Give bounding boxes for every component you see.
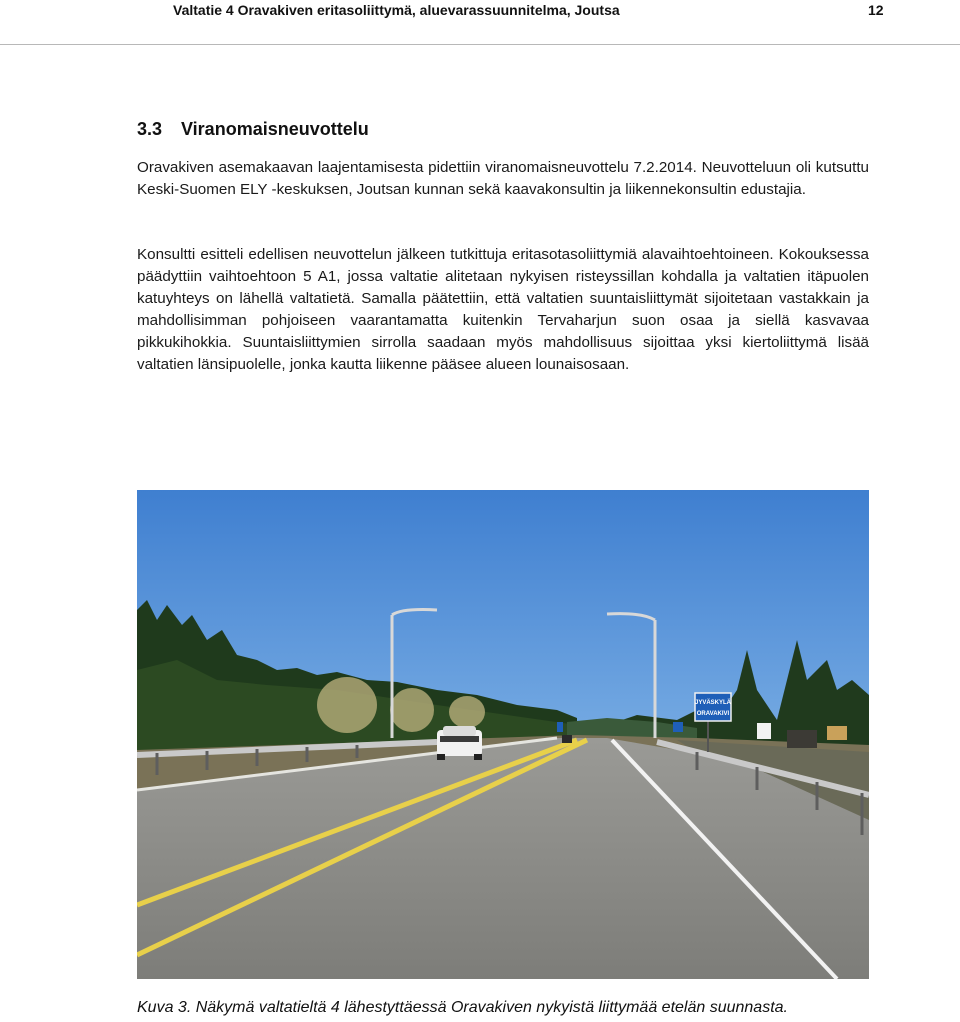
section-title: Viranomaisneuvottelu [181,119,369,139]
sign-text-oravakivi: ORAVAKIVI [696,711,730,717]
car [437,726,482,760]
section-number: 3.3 [137,119,163,139]
figure-caption: Kuva 3. Näkymä valtatieltä 4 lähestyttäessä Oravakiven nykyistä liittymää etelän suunnasta. [137,999,788,1016]
document-title: Valtatie 4 Oravakiven eritasoliittymä, aluevarassuunnitelma, Joutsa [173,2,620,18]
section-heading [137,119,369,140]
page-number: 12 [868,2,884,18]
road-photo [137,490,869,979]
road-scene-illustration [137,490,869,979]
paragraph-1: Oravakiven asemakaavan laajentamisesta pidettiin viranomaisneuvottelu 7.2.2014. Neuvotteluun oli kutsuttu Keski-Suomen ELY -keskuksen, Joutsan kunnan sekä kaavakonsultin ja liikennekonsultin edustajia. [137,159,869,198]
sign-text-jyvaskyla: JYVÄSKYLÄ [694,700,732,706]
paragraph-2: Konsultti esitteli edellisen neuvottelun jälkeen tutkittuja eritasotasoliittymiä alavaihtoehtoineen. Kokouksessa päädyttiin vaihtoehtoon 5 A1, jossa valtatie alitetaan nykyisen risteyssillan kohdalla ja valtatien itäpuolen katuyhteys on lähellä valtatietä. Samalla päätettiin, että valtatien suuntaisliittymät sijoitetaan vastakkain ja mahdollisimman pohjoiseen vaarantamatta kuitenkin Tervaharjun suon osaa ja siellä kasvavaa pikkukihokkia. Suuntaisliittymien sirrolla saadaan myös mahdollisuus sijoittaa yksi kiertoliittymä lisää valtatien länsipuolelle, jonka kautta liikenne pääsee alueen lounaisosaan. [137,246,869,373]
page-header [0,0,960,45]
